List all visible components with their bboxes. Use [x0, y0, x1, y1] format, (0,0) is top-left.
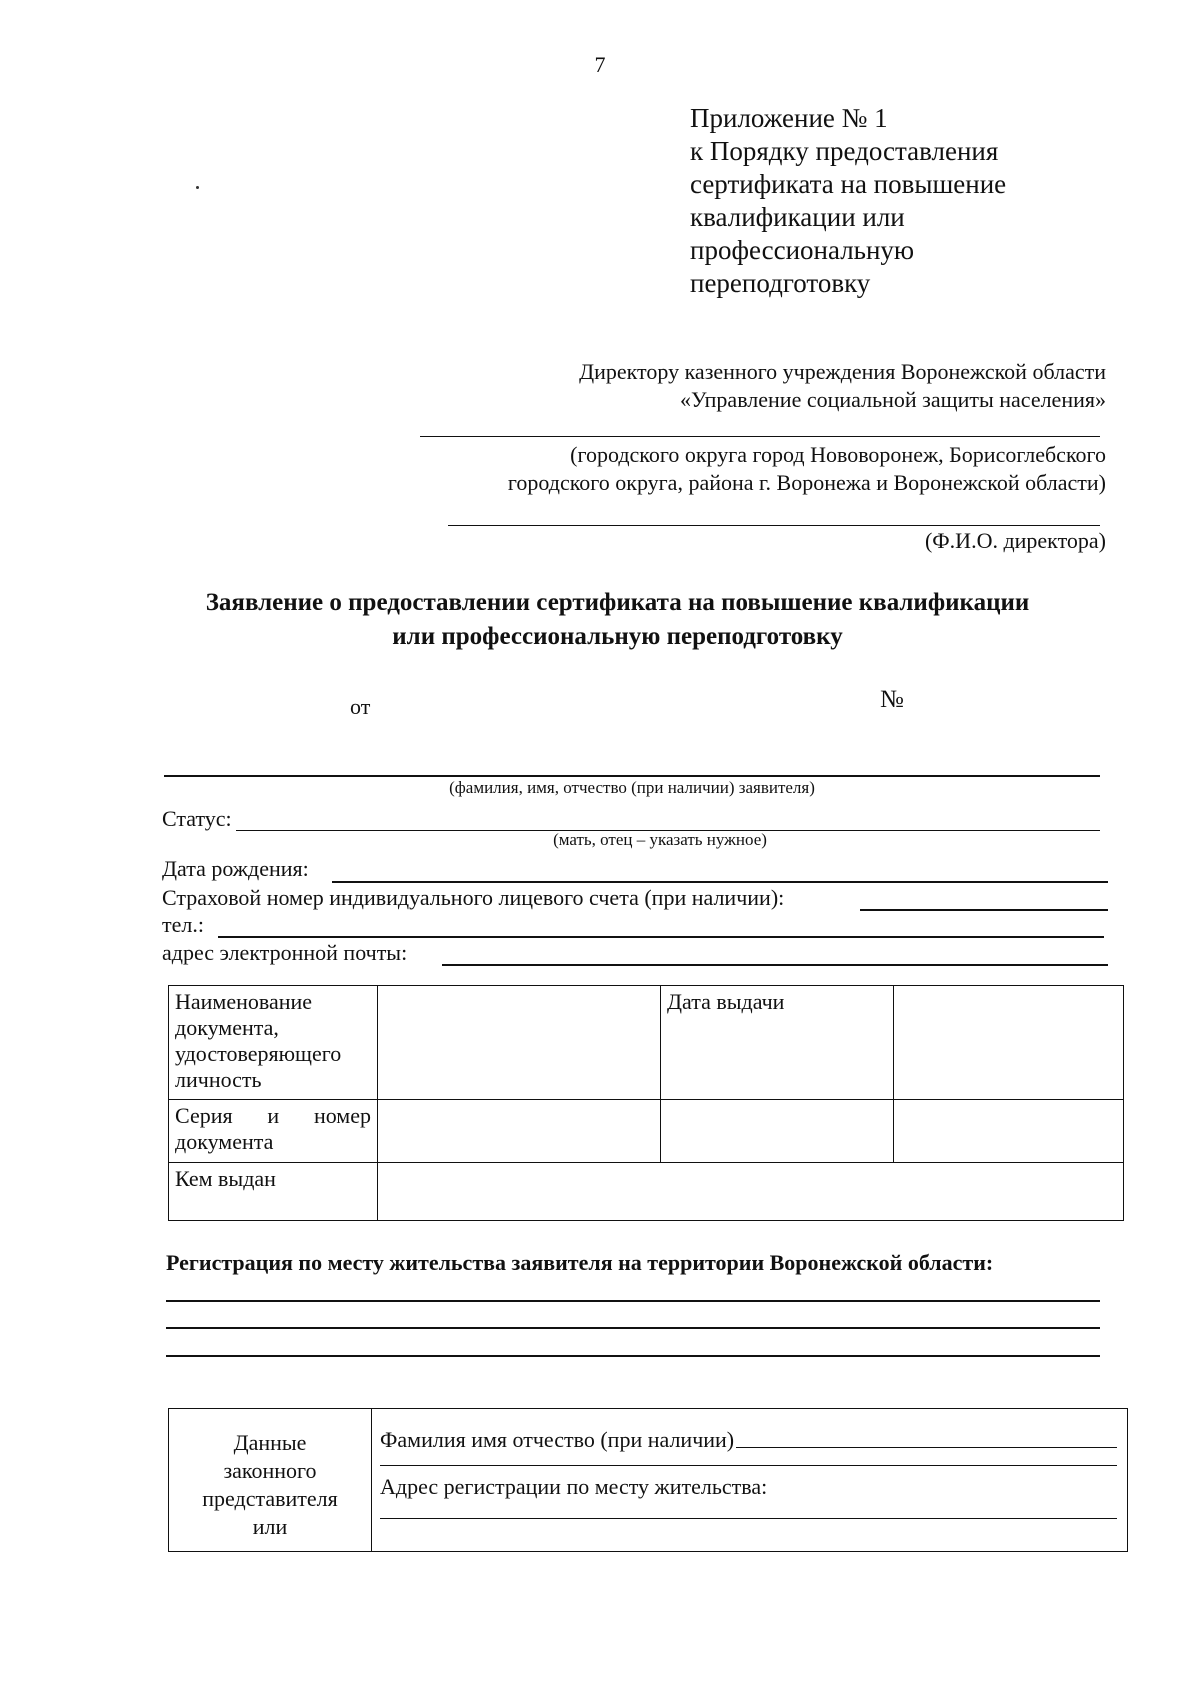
addressee-line-1: Директору казенного учреждения Воронежской области	[579, 359, 1106, 384]
representative-address-row	[380, 1474, 1117, 1500]
appendix-line: Приложение № 1	[690, 103, 888, 133]
phone-field-line[interactable]	[218, 936, 1104, 938]
representative-fio-row	[380, 1427, 1117, 1453]
registration-heading: Регистрация по месту жительства заявителя на территории Воронежской области:	[166, 1250, 994, 1275]
addressee-line-2: «Управление социальной защиты населения»	[680, 387, 1106, 412]
appendix-line: сертификата на повышение	[690, 169, 1007, 199]
district-field-line[interactable]	[420, 436, 1100, 437]
issued-by-label-cell	[169, 1162, 378, 1220]
phone-label: тел.:	[162, 912, 204, 937]
doc-name-value-cell[interactable]	[378, 986, 661, 1100]
snils-label: Страховой номер индивидуального лицевого счета (при наличии):	[162, 885, 785, 910]
number-label: №	[880, 686, 904, 713]
representative-table	[168, 1408, 1128, 1552]
district-caption	[386, 441, 1106, 497]
status-caption: (мать, отец – указать нужное)	[553, 830, 767, 849]
series-extra-cell[interactable]	[661, 1100, 894, 1162]
scan-dot	[196, 186, 199, 189]
issue-date-value-cell[interactable]	[894, 986, 1124, 1100]
representative-address-label: Адрес регистрации по месту жительства:	[380, 1474, 768, 1499]
district-caption-line-1: (городского округа город Нововоронеж, Борисоглебского	[570, 442, 1106, 467]
representative-label-line: законного	[223, 1458, 317, 1483]
email-field-line[interactable]	[442, 964, 1108, 966]
appendix-line: квалификации или	[690, 202, 905, 232]
representative-fio-field-line[interactable]	[736, 1447, 1117, 1448]
representative-fio-label: Фамилия имя отчество (при наличии)	[380, 1427, 735, 1452]
issue-date-label-cell	[661, 986, 894, 1100]
snils-field-line[interactable]	[860, 909, 1108, 911]
representative-fio-extra-line[interactable]	[380, 1453, 1117, 1466]
series-label: Серия и номер документа	[175, 1103, 371, 1155]
birth-date-label: Дата рождения:	[162, 856, 309, 881]
series-label-cell	[169, 1100, 378, 1162]
representative-address-field-line[interactable]	[380, 1500, 1117, 1519]
registration-line-3[interactable]	[166, 1355, 1100, 1357]
appendix-line: переподготовку	[690, 268, 871, 298]
email-label: адрес электронной почты:	[162, 940, 408, 965]
registration-line-1[interactable]	[166, 1300, 1100, 1302]
issue-date-label: Дата выдачи	[667, 989, 785, 1014]
registration-line-2[interactable]	[166, 1327, 1100, 1329]
document-title	[150, 586, 1085, 654]
applicant-name-field-line[interactable]	[164, 775, 1100, 777]
district-caption-line-2: городского округа, района г. Воронежа и Воронежской области)	[507, 470, 1106, 495]
series-value-cell[interactable]	[378, 1100, 661, 1162]
addressee-block	[406, 358, 1106, 414]
representative-label-line: Данные	[233, 1430, 307, 1455]
birth-date-field-line[interactable]	[332, 881, 1108, 883]
issued-by-label: Кем выдан	[175, 1165, 276, 1191]
appendix-line: к Порядку предоставления	[690, 136, 999, 166]
representative-label-line: или	[252, 1514, 288, 1539]
from-label: от	[350, 694, 371, 719]
issued-by-value-cell[interactable]	[378, 1162, 1124, 1220]
applicant-name-caption: (фамилия, имя, отчество (при наличии) заявителя)	[449, 778, 815, 797]
representative-label-line: представителя	[202, 1486, 338, 1511]
page-number: 7	[594, 52, 606, 77]
document-title-line-2: или профессиональную переподготовку	[392, 623, 843, 650]
appendix-line: профессиональную	[690, 235, 915, 265]
identity-document-table	[168, 985, 1124, 1221]
representative-fields-cell	[372, 1409, 1128, 1552]
doc-name-label-cell	[169, 986, 378, 1100]
doc-name-label: Наименование документа, удостоверяющего личность	[175, 989, 342, 1092]
status-label: Статус:	[162, 806, 232, 831]
series-extra-cell-2[interactable]	[894, 1100, 1124, 1162]
director-caption: (Ф.И.О. директора)	[924, 528, 1106, 553]
director-name-field-line[interactable]	[448, 525, 1100, 526]
appendix-block	[690, 102, 1006, 300]
document-title-line-1: Заявление о предоставлении сертификата на повышение квалификации	[205, 589, 1030, 616]
representative-label-cell	[169, 1409, 372, 1552]
